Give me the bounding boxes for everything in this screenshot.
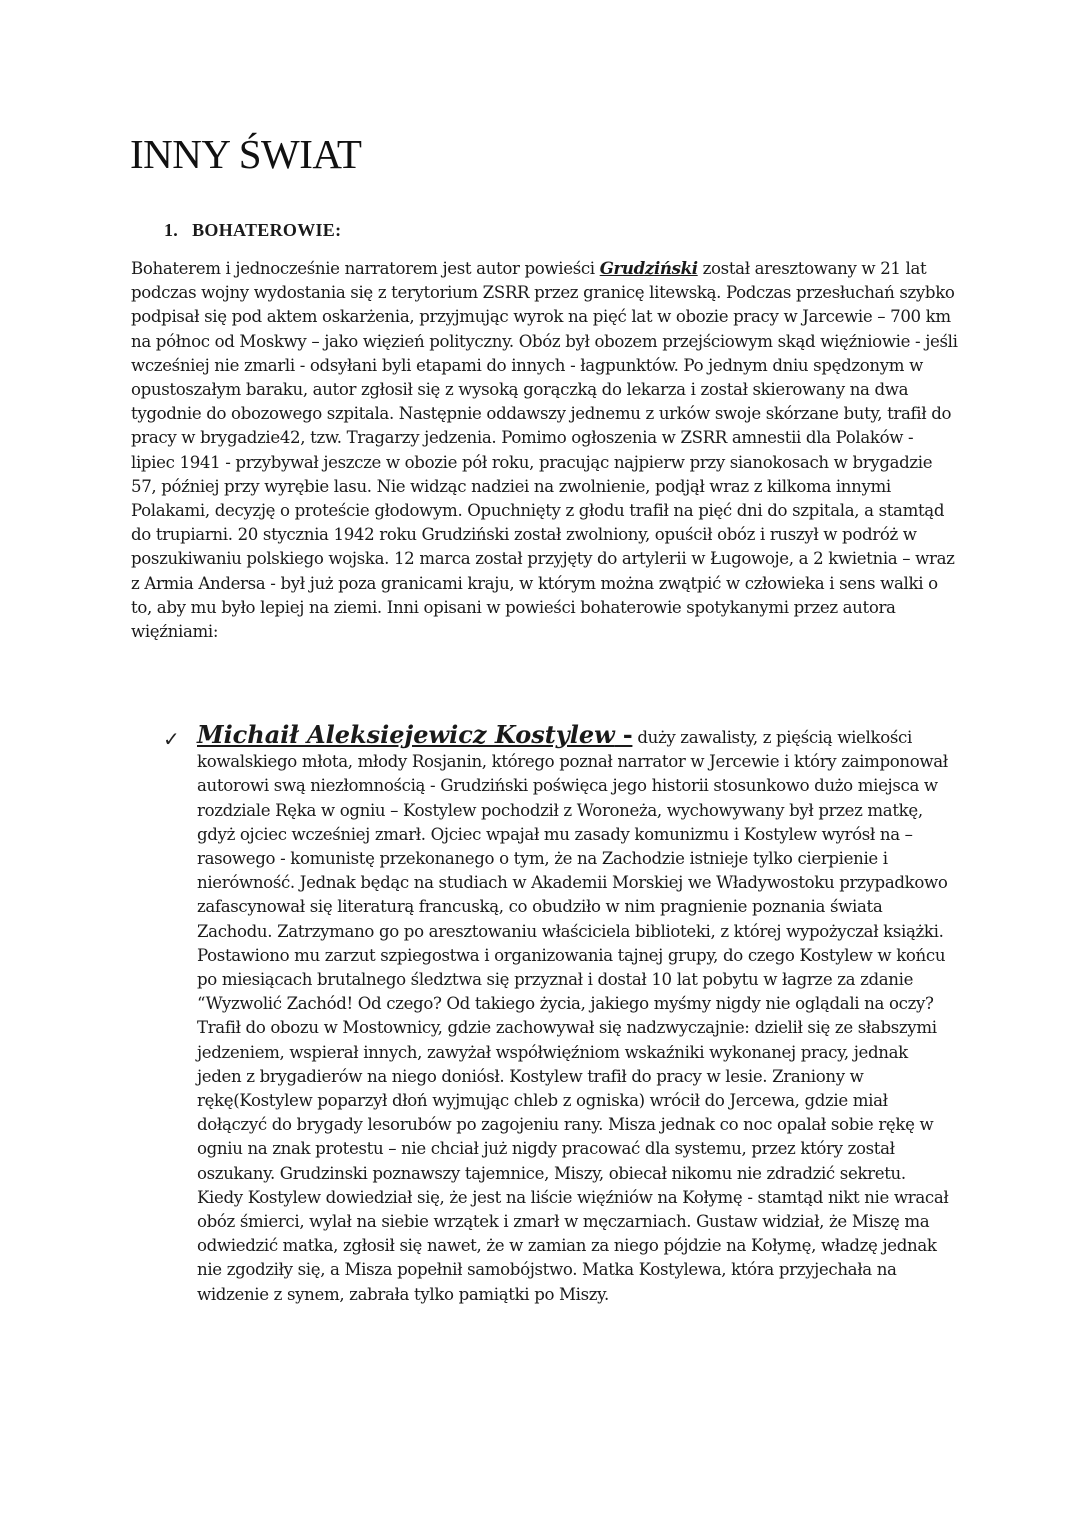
section-title: BOHATEROWIE: <box>192 220 342 240</box>
character-description <box>197 720 953 1307</box>
checkmark-icon: ✓ <box>163 727 180 751</box>
intro-text-after: został aresztowany w 21 lat podczas wojny wydostania się z terytorium ZSRR przez granicę litewską. Podczas przesłuchań szybko podpisał się pod aktem oskarżenia, przyjmując wyrok na pięć lat w obozie pracy w Jarcewie – 700 km na północ od Moskwy – jako więzień polityczny. Obóz był obozem przejściowym skąd więźniowie - jeśli wcześniej nie zmarli - odsyłani byli etapami do innych - łagpunktów. Po jednym dniu spędzonym w opustoszałym baraku, autor zgłosił się z wysoką gorączką do lekarza i został skierowany na dwa tygodnie do obozowego szpitala. Następnie oddawszy jednemu z urków swoje skórzane buty, trafił do pracy w brygadzie42, tzw. Tragarzy jedzenia. Pomimo ogłoszenia w ZSRR amnestii dla Polaków - lipiec 1941 - przybywał jeszcze w obozie pół roku, pracując najpierw przy sianokosach w brygadzie 57, później przy wyrębie lasu. Nie widząc nadziei na zwolnienie, podjął wraz z kilkoma innymi Polakami, decyzję o proteście głodowym. Opuchnięty z głodu trafił na pięć dni do szpitala, a stamtąd do trupiarni. 20 stycznia 1942 roku Grudziński został zwolniony, opuścił obóz i ruszył w podróż w poszukiwaniu polskiego wojska. 12 marca został przyjęty do artylerii w Ługowoje, a 2 kwietnia – wraz z Armia Andersa - był już poza granicami kraju, w którym można zwątpić w człowieka i sens walki o to, aby mu było lepiej na ziemi. Inni opisani w powieści bohaterowie spotykanymi przez autora więźniami: <box>131 259 958 642</box>
character-name-dash: - <box>614 720 633 749</box>
document-title: INNY ŚWIAT <box>130 131 362 177</box>
intro-paragraph <box>131 256 961 644</box>
character-list-item <box>163 720 953 1307</box>
character-name: Michaił Aleksiejewicz Kostylew <box>197 720 615 749</box>
section-heading <box>164 218 341 242</box>
section-number: 1. <box>164 220 179 240</box>
author-name: Grudziński <box>599 258 698 278</box>
character-text: duży zawalisty, z pięścią wielkości kowalskiego młota, młody Rosjanin, którego poznał narrator w Jercewie i który zaimponował autorowi swą niezłomnością - Grudziński poświęca jego historii stosunkowo dużo miejsca w rozdziale Ręka w ogniu – Kostylew pochodził z Woroneża, wychowywany był przez matkę, gdyż ojciec wcześniej zmarł. Ojciec wpajał mu zasady komunizmu i Kostylew wyrósł na – rasowego - komunistę przekonanego o tym, że na Zachodzie istnieje tylko cierpienie i nierówność. Jednak będąc na studiach w Akademii Morskiej we Władywostoku przypadkowo zafascynował się literaturą francuską, co obudziło w nim pragnienie poznania świata Zachodu. Zatrzymano go po aresztowaniu właściciela biblioteki, z której wypożyczał książki. Postawiono mu zarzut szpiegostwa i organizowania tajnej grupy, do czego Kostylew w końcu po miesiącach brutalnego śledztwa się przyznał i dostał 10 lat pobytu w łagrze za zdanie “Wyzwolić Zachód! Od czego? Od takiego życia, jakiego myśmy nigdy nie oglądali na oczy? Trafił do obozu w Mostownicy, gdzie zachowywał się nadzwyczajnie: dzielił się ze słabszymi jedzeniem, wspierał innych, zawyżał współwięźniom wskaźniki wykonanej pracy, jednak jeden z brygadierów na niego doniósł. Kostylew trafił do pracy w lesie. Zraniony w rękę(Kostylew poparzył dłoń wyjmując chleb z ogniska) wrócił do Jercewa, gdzie miał dołączyć do brygady lesorubów po zagojeniu rany. Misza jednak co noc opalał sobie rękę w ogniu na znak protestu – nie chciał już nigdy pracować dla systemu, przez który został oszukany. Grudzinski poznawszy tajemnice, Miszy, obiecał nikomu nie zdradzić sekretu. Kiedy Kostylew dowiedział się, że jest na liście więźniów na Kołymę - stamtąd nikt nie wracał obóz śmierci, wylał na siebie wrzątek i zmarł w męczarniach. Gustaw widział, że Miszę ma odwiedzić matka, zgłosił się nawet, że w zamian za niego pójdzie na Kołymę, władzę jednak nie zgodziły się, a Misza popełnił samobójstwo. Matka Kostylewa, która przyjechała na widzenie z synem, zabrała tylko pamiątki po Miszy. <box>197 728 949 1304</box>
intro-text-before: Bohaterem i jednocześnie narratorem jest autor powieści <box>131 259 600 278</box>
